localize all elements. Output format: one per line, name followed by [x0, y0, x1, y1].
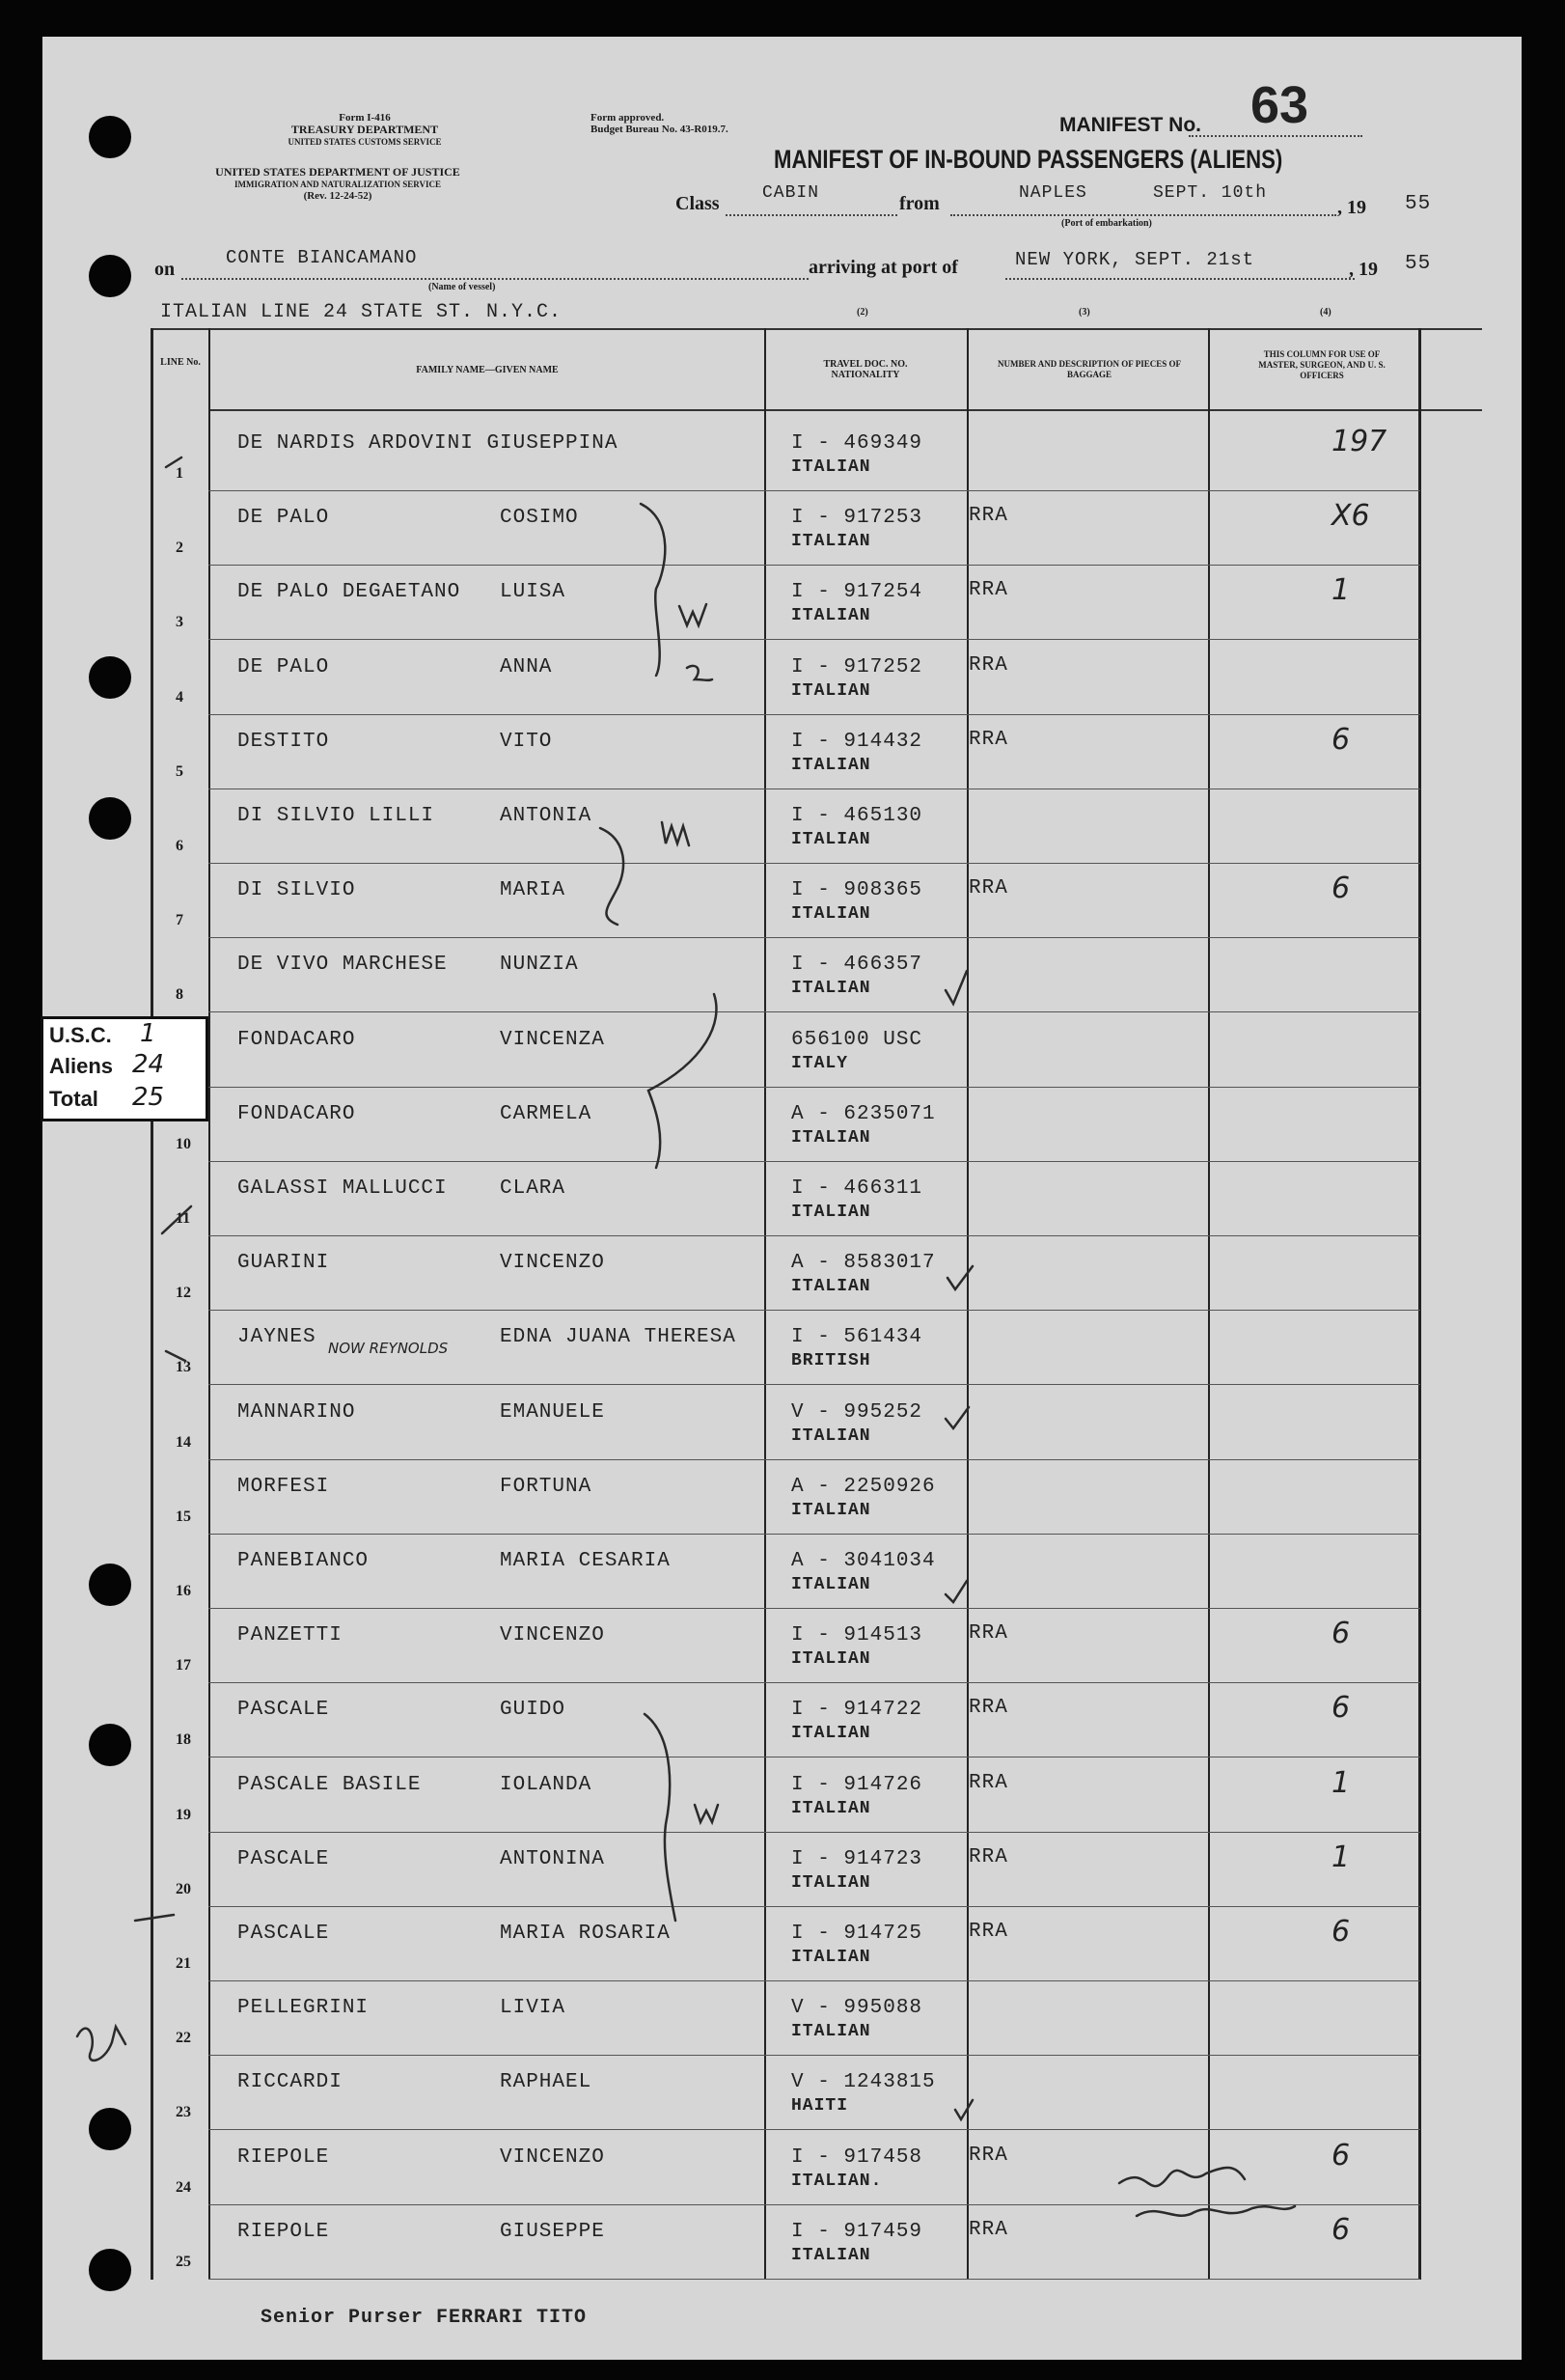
- given-name: EMANUELE: [500, 1401, 605, 1424]
- given-name: FORTUNA: [500, 1476, 592, 1498]
- given-name: RAPHAEL: [500, 2071, 592, 2093]
- baggage: RRA: [969, 505, 1008, 527]
- line-number: 1: [176, 465, 183, 482]
- given-name: ANTONIA: [500, 805, 592, 827]
- given-name: ANNA: [500, 656, 553, 678]
- nationality: ITALIAN: [791, 1575, 871, 1594]
- travel-doc-no: I - 469349: [791, 432, 923, 455]
- manifest-title: MANIFEST OF IN-BOUND PASSENGERS (ALIENS): [774, 145, 1283, 174]
- line-number: 12: [176, 1285, 191, 1301]
- manifest-no-label: MANIFEST No.: [1059, 114, 1201, 136]
- travel-doc-no: V - 995252: [791, 1401, 923, 1424]
- nationality: ITALIAN: [791, 1501, 871, 1520]
- family-name: RIEPOLE: [237, 2146, 330, 2169]
- family-name: PASCALE: [237, 1923, 330, 1945]
- treasury-dept: TREASURY DEPARTMENT: [290, 123, 439, 136]
- given-name: IOLANDA: [500, 1774, 592, 1796]
- line-number: 11: [176, 1210, 191, 1227]
- arrival-line: [1005, 278, 1355, 280]
- baggage: RRA: [969, 1846, 1008, 1868]
- nationality: ITALIAN: [791, 2022, 871, 2041]
- row-rule: [208, 1011, 1420, 1012]
- travel-doc-no: I - 466357: [791, 954, 923, 976]
- nationality: ITALIAN: [791, 1873, 871, 1893]
- travel-doc-no: I - 914726: [791, 1774, 923, 1796]
- nationality: ITALIAN: [791, 1948, 871, 1967]
- table-row: [0, 1907, 1565, 1981]
- nationality: ITALIAN: [791, 756, 871, 775]
- table-row: [0, 2056, 1565, 2130]
- col-header-travel: TRAVEL DOC. NO. NATIONALITY: [823, 359, 908, 380]
- family-name: DE VIVO MARCHESE: [237, 954, 448, 976]
- sail-date: SEPT. 10th: [1153, 183, 1268, 203]
- table-row: [0, 1460, 1565, 1535]
- baggage: RRA: [969, 2145, 1008, 2167]
- table-row: [0, 2131, 1565, 2205]
- given-name: MARIA ROSARIA: [500, 1923, 671, 1945]
- usc-value: 1: [140, 1019, 156, 1048]
- table-row: [0, 1609, 1565, 1683]
- nationality: ITALIAN: [791, 1799, 871, 1818]
- table-top-rule: [151, 328, 1482, 330]
- baggage: RRA: [969, 1921, 1008, 1943]
- line-number: 21: [176, 1955, 191, 1972]
- nationality: ITALIAN: [791, 1277, 871, 1296]
- officer-note: 1: [1332, 1766, 1351, 1800]
- given-name: ANTONINA: [500, 1848, 605, 1870]
- travel-doc-no: I - 914722: [791, 1699, 923, 1721]
- officer-note: 197: [1332, 425, 1387, 458]
- family-name: GUARINI: [237, 1252, 330, 1274]
- travel-doc-no: I - 914725: [791, 1923, 923, 1945]
- travel-doc-no: I - 466311: [791, 1177, 923, 1200]
- family-name: DE PALO DEGAETANO: [237, 581, 461, 603]
- manifest-number: 63: [1250, 76, 1309, 134]
- family-name: DE NARDIS ARDOVINI GIUSEPPINA: [237, 432, 618, 455]
- vessel-note: (Name of vessel): [428, 282, 496, 292]
- travel-doc-no: I - 914513: [791, 1624, 923, 1647]
- family-name: DE PALO: [237, 656, 330, 678]
- given-name: MARIA: [500, 879, 566, 901]
- manifest-no-line: [1189, 135, 1362, 137]
- family-name: PASCALE BASILE: [237, 1774, 422, 1796]
- baggage: RRA: [969, 877, 1008, 899]
- officer-note: 6: [1332, 1915, 1351, 1949]
- line-number: 24: [176, 2179, 191, 2196]
- officer-note: 1: [1332, 1840, 1351, 1874]
- nationality: ITALIAN: [791, 1203, 871, 1222]
- officer-note: 1: [1332, 573, 1351, 607]
- travel-doc-no: A - 6235071: [791, 1103, 936, 1125]
- line-number: 10: [176, 1136, 191, 1152]
- officer-note: 6: [1332, 872, 1351, 905]
- line-number: 4: [176, 689, 183, 706]
- family-name: MORFESI: [237, 1476, 330, 1498]
- table-row: [0, 1162, 1565, 1236]
- family-name: FONDACARO: [237, 1029, 356, 1051]
- family-name: FONDACARO: [237, 1103, 356, 1125]
- given-name: GIUSEPPE: [500, 2221, 605, 2243]
- given-name: NUNZIA: [500, 954, 579, 976]
- baggage: RRA: [969, 2219, 1008, 2241]
- travel-doc-no: I - 917252: [791, 656, 923, 678]
- line-number: 5: [176, 763, 183, 780]
- vessel-name: CONTE BIANCAMANO: [226, 247, 418, 268]
- table-row: [0, 491, 1565, 566]
- nationality: BRITISH: [791, 1351, 871, 1370]
- officer-note: 6: [1332, 1691, 1351, 1725]
- table-row: [0, 2205, 1565, 2280]
- given-name: COSIMO: [500, 507, 579, 529]
- line-number: 25: [176, 2254, 191, 2270]
- binder-hole: [89, 116, 131, 158]
- given-name: VINCENZA: [500, 1029, 605, 1051]
- from-label: from: [899, 193, 940, 214]
- purser-signature: Senior Purser FERRARI TITO: [261, 2307, 588, 2329]
- family-name: DE PALO: [237, 507, 330, 529]
- given-name: CLARA: [500, 1177, 566, 1200]
- officer-note: 6: [1332, 2213, 1351, 2247]
- table-row: [0, 641, 1565, 715]
- table-row: [0, 789, 1565, 864]
- family-name: RIEPOLE: [237, 2221, 330, 2243]
- year1-prefix: , 19: [1337, 197, 1366, 218]
- baggage: RRA: [969, 654, 1008, 677]
- travel-doc-no: I - 917458: [791, 2146, 923, 2169]
- total-label: Total: [49, 1087, 98, 1111]
- nationality: ITALIAN: [791, 830, 871, 849]
- year1-value: 55: [1405, 193, 1432, 215]
- row-rule: [208, 1384, 1420, 1385]
- table-row: [0, 1535, 1565, 1609]
- class-value: CABIN: [762, 183, 820, 203]
- line-number: 17: [176, 1657, 191, 1674]
- nationality: ITALIAN: [791, 1649, 871, 1669]
- row-rule: [208, 2279, 1420, 2280]
- table-row: [0, 1088, 1565, 1162]
- nationality: ITALIAN: [791, 1128, 871, 1148]
- table-row: [0, 1981, 1565, 2056]
- row-rule: [208, 639, 1420, 640]
- budget-bureau: Budget Bureau No. 43-R019.7.: [590, 124, 728, 135]
- table-row: [0, 864, 1565, 938]
- table-row: [0, 938, 1565, 1012]
- revision: (Rev. 12-24-52): [303, 190, 372, 202]
- line-number: 16: [176, 1583, 191, 1599]
- given-name: LUISA: [500, 581, 566, 603]
- officer-note: 6: [1332, 2139, 1351, 2172]
- nationality: ITALIAN: [791, 2246, 871, 2265]
- col-header-line: LINE No.: [160, 357, 201, 368]
- form-approved: Form approved.: [590, 112, 665, 124]
- family-name: PELLEGRINI: [237, 1997, 370, 2019]
- ins-service: IMMIGRATION AND NATURALIZATION SERVICE: [234, 180, 441, 189]
- line-number: 15: [176, 1508, 191, 1525]
- family-name: GALASSI MALLUCCI: [237, 1177, 448, 1200]
- officer-note: 6: [1332, 1617, 1351, 1650]
- vessel-line: [181, 278, 809, 280]
- from-value: NAPLES: [1019, 183, 1087, 203]
- given-name: CARMELA: [500, 1103, 592, 1125]
- col-header-name: FAMILY NAME—GIVEN NAME: [416, 365, 559, 375]
- col-num-3: (3): [1079, 307, 1090, 318]
- baggage: RRA: [969, 1622, 1008, 1645]
- line-number: 14: [176, 1434, 191, 1451]
- given-name: LIVIA: [500, 1997, 566, 2019]
- justice-dept: UNITED STATES DEPARTMENT OF JUSTICE: [215, 165, 460, 179]
- nationality: ITALIAN: [791, 532, 871, 551]
- travel-doc-no: A - 3041034: [791, 1550, 936, 1572]
- on-label: on: [154, 259, 176, 280]
- nationality: ITALIAN: [791, 1426, 871, 1446]
- given-name: VINCENZO: [500, 2146, 605, 2169]
- handwritten-annotation: NOW REYNOLDS: [328, 1340, 449, 1357]
- given-name: MARIA CESARIA: [500, 1550, 671, 1572]
- officer-note: 6: [1332, 723, 1351, 757]
- family-name: RICCARDI: [237, 2071, 343, 2093]
- travel-doc-no: I - 914723: [791, 1848, 923, 1870]
- family-name: PANZETTI: [237, 1624, 343, 1647]
- line-number: 23: [176, 2104, 191, 2120]
- class-label: Class: [675, 193, 720, 214]
- table-row: [0, 417, 1565, 491]
- baggage: RRA: [969, 729, 1008, 751]
- table-row: [0, 566, 1565, 640]
- binder-hole: [89, 255, 131, 297]
- travel-doc-no: I - 908365: [791, 879, 923, 901]
- aliens-label: Aliens: [49, 1054, 114, 1078]
- officer-note: X6: [1332, 499, 1370, 533]
- year2-prefix: , 19: [1349, 259, 1378, 280]
- line-number: 6: [176, 838, 183, 854]
- baggage: RRA: [969, 1772, 1008, 1794]
- table-row: [0, 1386, 1565, 1460]
- line-number: 8: [176, 986, 183, 1003]
- customs-service: UNITED STATES CUSTOMS SERVICE: [288, 137, 442, 147]
- given-name: GUIDO: [500, 1699, 566, 1721]
- year2-value: 55: [1405, 253, 1432, 275]
- line-number: 18: [176, 1731, 191, 1748]
- travel-doc-no: I - 917254: [791, 581, 923, 603]
- line-number: 22: [176, 2030, 191, 2046]
- family-name: DI SILVIO: [237, 879, 356, 901]
- line-number: 13: [176, 1359, 191, 1375]
- col-header-baggage: NUMBER AND DESCRIPTION OF PIECES OF BAGGAGE: [998, 359, 1181, 379]
- table-row: [0, 1683, 1565, 1757]
- table-row: [0, 1758, 1565, 1833]
- travel-doc-no: A - 2250926: [791, 1476, 936, 1498]
- travel-doc-no: I - 914432: [791, 731, 923, 753]
- header-bottom-rule: [208, 409, 1482, 411]
- nationality: ITALIAN: [791, 904, 871, 924]
- given-name: VITO: [500, 731, 553, 753]
- form-number: Form I-416: [339, 112, 391, 124]
- travel-doc-no: V - 995088: [791, 1997, 923, 2019]
- line-number: 20: [176, 1881, 191, 1897]
- nationality: ITALIAN.: [791, 2172, 883, 2191]
- nationality: ITALIAN: [791, 606, 871, 625]
- travel-doc-no: I - 465130: [791, 805, 923, 827]
- given-name: VINCENZO: [500, 1624, 605, 1647]
- total-value: 25: [132, 1083, 165, 1112]
- arrival-port: NEW YORK, SEPT. 21st: [1015, 249, 1255, 270]
- aliens-value: 24: [132, 1050, 165, 1079]
- line-number: 7: [176, 912, 183, 928]
- row-rule: [208, 2129, 1420, 2130]
- nationality: ITALY: [791, 1054, 849, 1073]
- from-line: [950, 214, 1336, 216]
- baggage: RRA: [969, 579, 1008, 601]
- family-name: DESTITO: [237, 731, 330, 753]
- col-header-officers: THIS COLUMN FOR USE OF MASTER, SURGEON, AND U. S. OFFICERS: [1258, 349, 1386, 380]
- family-name: PASCALE: [237, 1699, 330, 1721]
- nationality: HAITI: [791, 2096, 849, 2116]
- port-embark-note: (Port of embarkation): [1061, 218, 1152, 229]
- travel-doc-no: I - 917459: [791, 2221, 923, 2243]
- nationality: ITALIAN: [791, 457, 871, 477]
- family-name: DI SILVIO LILLI: [237, 805, 435, 827]
- col-num-4: (4): [1320, 307, 1332, 318]
- arriving-label: arriving at port of: [809, 257, 958, 278]
- table-row: [0, 1311, 1565, 1385]
- family-name: MANNARINO: [237, 1401, 356, 1424]
- table-row: [0, 715, 1565, 789]
- line-number: 19: [176, 1807, 191, 1823]
- nationality: ITALIAN: [791, 681, 871, 701]
- nationality: ITALIAN: [791, 979, 871, 998]
- family-name: PANEBIANCO: [237, 1550, 370, 1572]
- travel-doc-no: 656100 USC: [791, 1029, 923, 1051]
- given-name: VINCENZO: [500, 1252, 605, 1274]
- travel-doc-no: V - 1243815: [791, 2071, 936, 2093]
- family-name: JAYNES: [237, 1326, 316, 1348]
- table-row: [0, 1833, 1565, 1907]
- usc-count-box: [41, 1016, 208, 1121]
- travel-doc-no: I - 561434: [791, 1326, 923, 1348]
- line-company: ITALIAN LINE 24 STATE ST. N.Y.C.: [160, 301, 563, 323]
- class-line: [726, 214, 897, 216]
- family-name: PASCALE: [237, 1848, 330, 1870]
- travel-doc-no: I - 917253: [791, 507, 923, 529]
- usc-label: U.S.C.: [49, 1023, 112, 1047]
- line-number: 3: [176, 614, 183, 630]
- given-name: EDNA JUANA THERESA: [500, 1326, 736, 1348]
- travel-doc-no: A - 8583017: [791, 1252, 936, 1274]
- line-number: 2: [176, 540, 183, 556]
- table-row: [0, 1013, 1565, 1088]
- table-row: [0, 1236, 1565, 1311]
- nationality: ITALIAN: [791, 1724, 871, 1743]
- col-num-2: (2): [857, 307, 868, 318]
- baggage: RRA: [969, 1697, 1008, 1719]
